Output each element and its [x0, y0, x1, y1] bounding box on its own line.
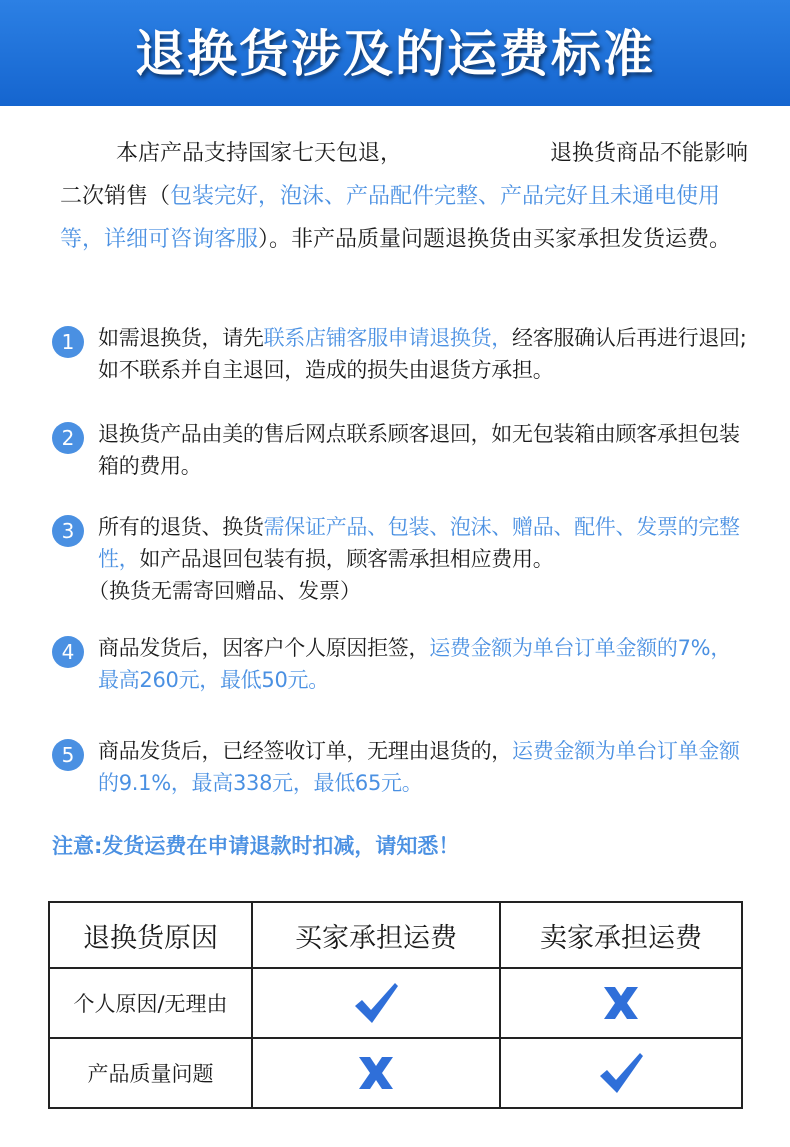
- check-icon: [597, 1049, 645, 1097]
- table-row: [49, 1038, 742, 1108]
- rule-highlight: 需保证产品、包装、泡沫、赠品、配件、发票的完整性，: [98, 515, 740, 571]
- intro-paragraph: [60, 132, 750, 261]
- reason-cell: 个人原因/无理由: [49, 968, 252, 1038]
- intro-text-2: 退换货商品不能影响二次销售（: [60, 141, 749, 209]
- table-row: [49, 968, 742, 1038]
- intro-text-3: ）。非产品质量问题退换货由买家承担发货运费。: [258, 227, 732, 252]
- number-badge: 2: [52, 422, 84, 454]
- header-reason: 退换货原因: [49, 902, 252, 968]
- rule-text-a: 如需退换货，请先: [98, 326, 264, 350]
- rule-text-c: 经客服确认后再进行退回;如不联系并自主退回，造成的损失由退货方承担。: [98, 326, 747, 382]
- shipping-fee-table: [48, 901, 743, 1109]
- rule-highlight: 运费金额为单台订单金额的7%，最高260元，最低50元。: [98, 636, 732, 692]
- rule-text-c: 如产品退回包装有损，顾客需承担相应费用。: [139, 547, 554, 571]
- rule-text-a: 所有的退货、换货: [98, 515, 264, 539]
- rule-text-a: 商品发货后，已经签收订单，无理由退货的，: [98, 739, 512, 763]
- rule-text: [98, 511, 750, 575]
- header-seller: 卖家承担运费: [500, 902, 742, 968]
- notice-text: 注意:发货运费在申请退款时扣减，请知悉！: [52, 834, 460, 858]
- rule-note: （换货无需寄回赠品、发票）: [88, 579, 361, 603]
- seller-cell: [500, 968, 742, 1038]
- rule-item-2: [50, 418, 750, 482]
- intro-highlight: 包装完好，泡沫、产品配件完整、产品完好且未通电使用等，详细可咨询客服: [60, 184, 721, 252]
- header-buyer: 买家承担运费: [252, 902, 500, 968]
- rule-highlight: 联系店铺客服申请退换货，: [263, 326, 513, 350]
- page-title: 退换货涉及的运费标准: [135, 25, 655, 83]
- rule-text: [98, 322, 750, 386]
- rule-item-4: [50, 632, 750, 696]
- title-banner: [0, 0, 790, 106]
- rule-text-a: 商品发货后，因客户个人原因拒签，: [98, 636, 430, 660]
- reason-cell: 产品质量问题: [49, 1038, 252, 1108]
- rule-text: [98, 632, 750, 696]
- rule-text: [98, 735, 750, 799]
- cross-icon: [357, 1054, 395, 1092]
- check-icon: [352, 979, 400, 1027]
- rule-text: [98, 418, 750, 482]
- rule-item-1: [50, 322, 750, 386]
- number-badge: 5: [52, 739, 84, 771]
- rule-highlight: 运费金额为单台订单金额的9.1%，最高338元，最低65元。: [98, 739, 740, 795]
- number-badge: 3: [52, 515, 84, 547]
- cross-icon: [602, 984, 640, 1022]
- buyer-cell: [252, 968, 500, 1038]
- seller-cell: [500, 1038, 742, 1108]
- rule-item-3: [50, 511, 750, 607]
- intro-text-1: 本店产品支持国家七天包退，: [116, 141, 403, 166]
- rule-text-a: 退换货产品由美的售后网点联系顾客退回，如无包装箱由顾客承担包装箱的费用。: [98, 422, 740, 478]
- number-badge: 4: [52, 636, 84, 668]
- number-badge: 1: [52, 326, 84, 358]
- buyer-cell: [252, 1038, 500, 1108]
- table-header-row: [49, 902, 742, 968]
- rule-item-5: [50, 735, 750, 799]
